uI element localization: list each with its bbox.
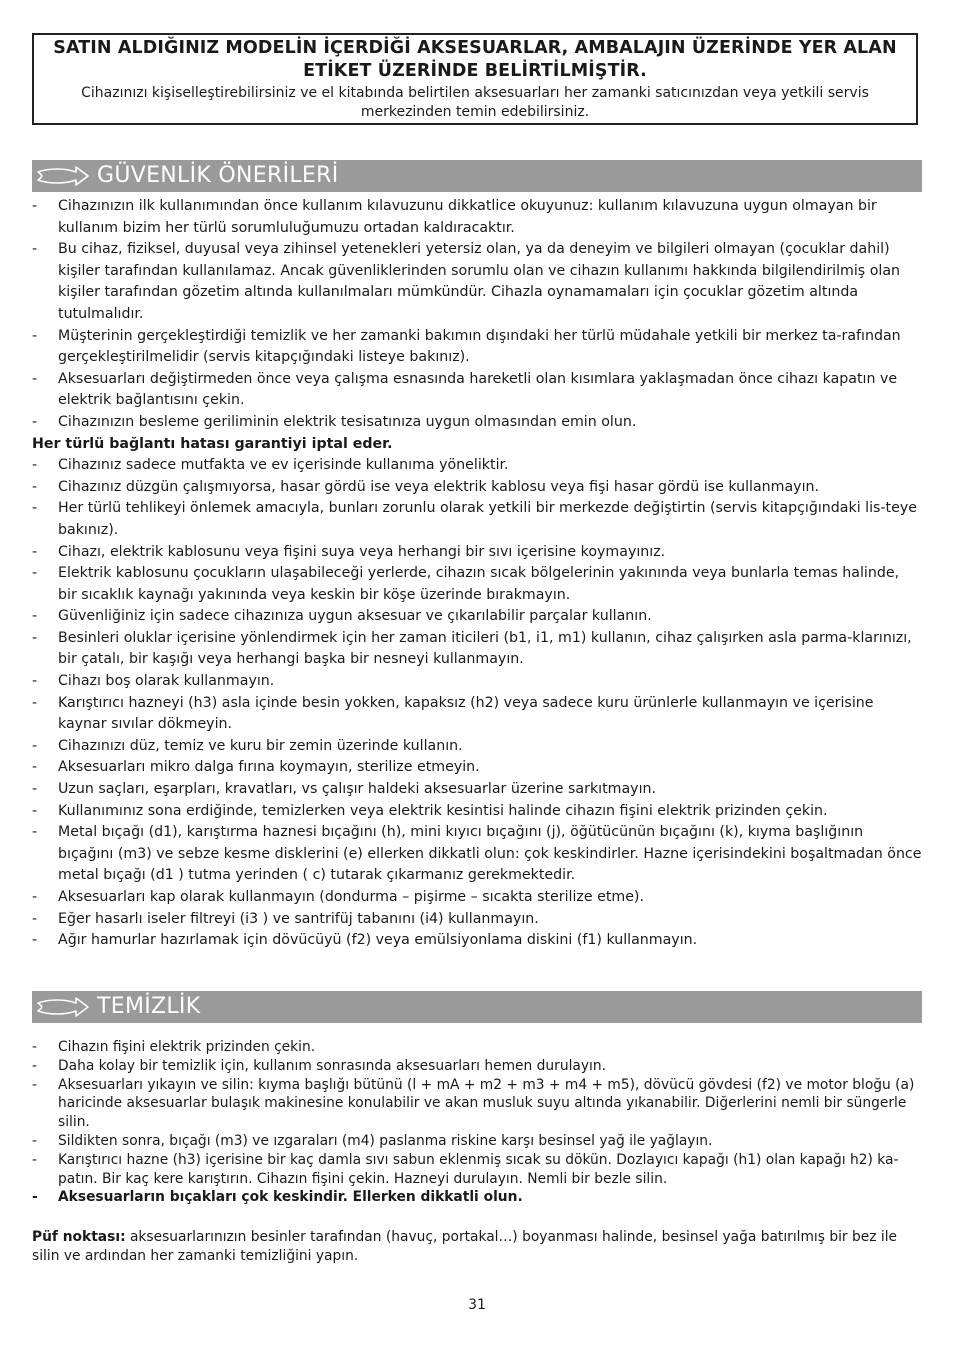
tip-paragraph	[32, 1228, 922, 1266]
list-item	[32, 887, 922, 909]
list-dash: -	[32, 737, 38, 754]
list-item	[32, 1076, 922, 1132]
list-item-text: Cihazınız sadece mutfakta ve ev içerisinde kullanıma yöneliktir.	[58, 457, 509, 474]
list-item-text: Besinleri oluklar içerisine yönlendirmek için her zaman iticileri (b1, i1, m1) kullanın, cihaz çalışırken asla parma-klarınızı, bir çatalı, bir kaşığı veya herhangi başka bir nesneyi kullanmayın.	[58, 629, 912, 668]
list-dash: -	[32, 1189, 38, 1206]
safety-heading: GÜVENLİK ÖNERİLERİ	[97, 163, 339, 188]
list-dash: -	[32, 673, 38, 690]
list-item	[32, 326, 922, 369]
accessories-notice-box	[32, 33, 918, 125]
list-item-text: Aksesuarları kap olarak kullanmayın (dondurma – pişirme – sıcakta sterilize etme).	[58, 889, 644, 905]
list-item	[32, 736, 922, 758]
list-dash: -	[32, 608, 38, 625]
list-item	[32, 930, 922, 952]
list-item	[32, 412, 922, 434]
list-dash: -	[32, 500, 38, 517]
safety-section-header	[32, 160, 922, 192]
list-item	[32, 628, 922, 671]
list-item	[32, 671, 922, 693]
tip-label: Püf noktası:	[32, 1229, 126, 1245]
list-item-text: Cihazı, elektrik kablosunu veya fişini suya veya herhangi bir sıvı içerisine koymayınız.	[58, 543, 666, 560]
list-item-text: Aksesuarları değiştirmeden önce veya çalışma esnasında hareketli olan kısımlara yaklaşmadan önce cihazı kapatın ve elektrik bağlantısını çekin.	[58, 370, 898, 409]
list-item	[32, 1132, 922, 1151]
list-item-text: Daha kolay bir temizlik için, kullanım sonrasında aksesuarları hemen durulayın.	[58, 1057, 606, 1074]
list-dash: -	[32, 802, 38, 819]
list-item-text: Her türlü bağlantı hatası garantiyi iptal eder.	[32, 435, 393, 452]
list-item-text: Her türlü tehlikeyi önlemek amacıyla, bunları zorunlu olarak yetkili bir merkezde değiştirtin (servis kitapçığındaki lis-teye bakınız).	[58, 500, 917, 538]
list-item	[32, 801, 922, 823]
list-item-text: Bu cihaz, fiziksel, duyusal veya zihinsel yetenekleri yetersiz olan, ya da deneyim ve bilgileri olmayan (çocuklar dahil) kişiler tarafından kullanılamaz. Ancak güvenliklerinden sorumlu olan ve cihazın kullanımı hakkında bilgilendirilmiş olan kişiler tarafından gözetim altında kullanılmaları mümkündür. Cihazla oynamamaları için çocuklar gözetim altında tutulmalıdır.	[58, 241, 901, 322]
list-dash: -	[32, 1057, 37, 1074]
list-item-text: Cihazınızı düz, temiz ve kuru bir zemin üzerinde kullanın.	[58, 737, 463, 754]
list-item-text: Aksesuarları yıkayın ve silin: kıyma başlığı bütünü (l + mA + m2 + m3 + m4 + m5), dövücü gövdesi (f2) ve motor bloğu (a) haricinde aksesuarlar bulaşık makinesine konulabilir ve akan musluk suyu altında yıkanabilir. Diğerlerini nemli bir süngerle silin.	[58, 1076, 915, 1131]
list-dash: -	[32, 910, 38, 927]
list-dash: -	[32, 1132, 37, 1149]
list-item	[32, 498, 922, 541]
list-dash: -	[32, 565, 38, 582]
list-dash: -	[32, 694, 38, 711]
list-item-text: Müşterinin gerçekleştirdiği temizlik ve her zamanki bakımın dışındaki her türlü müdahale yetkili bir merkez ta-rafından gerçekleştirilmelidir (servis kitapçığındaki listeye bakınız).	[58, 327, 901, 366]
list-item-text: Kullanımınız sona erdiğinde, temizlerken veya elektrik kesintisi halinde cihazın fişini elektrik prizinden çekin.	[58, 802, 828, 819]
arrow-icon	[35, 995, 91, 1019]
list-dash: -	[32, 932, 38, 949]
list-dash: -	[32, 824, 38, 841]
list-dash: -	[32, 781, 38, 798]
list-item-text: Aksesuarların bıçakları çok keskindir. Ellerken dikkatli olun.	[58, 1189, 523, 1206]
list-item-text: Metal bıçağı (d1), karıştırma haznesi bıçağını (h), mini kıyıcı bıçağını (j), öğütücünün bıçağını (k), kıyma başlığının bıçağını (m3) ve sebze kesme disklerini (e) ellerken dikkatli olun: çok keskindirler. Hazne içerisindekini boşaltmadan önce metal bıçağı (d1 ) tutma yerinden ( c) tutarak çıkarmanız gerekmektedir.	[58, 824, 922, 884]
arrow-icon	[35, 164, 91, 188]
list-item	[32, 1151, 922, 1189]
notice-body: Cihazınızı kişiselleştirebilirsiniz ve el kitabında belirtilen aksesuarları her zamanki satıcınızdan veya yetkili servis merkezinden temin edebilirsiniz.	[81, 85, 869, 120]
list-dash: -	[32, 543, 38, 560]
list-dash: -	[32, 457, 38, 474]
list-dash: -	[32, 1076, 37, 1093]
list-item-text: Karıştırıcı hazneyi (h3) asla içinde besin yokken, kapaksız (h2) veya sadece kuru ürünlerle kullanmayın ve içerisine kaynar sıvılar dökmeyin.	[58, 694, 874, 733]
list-dash: -	[32, 889, 38, 905]
page-number: 31	[468, 1297, 486, 1313]
list-item	[32, 779, 922, 801]
list-item	[32, 822, 922, 887]
notice-title: SATIN ALDIĞINIZ MODELİN İÇERDİĞİ AKSESUARLAR, AMBALAJIN ÜZERİNDE YER ALAN ETİKET ÜZERİNDE BELİRTİLMİŞTİR.	[53, 38, 897, 81]
list-dash: -	[32, 478, 38, 495]
list-dash: -	[32, 327, 38, 344]
safety-list	[32, 196, 922, 952]
list-item	[32, 563, 922, 606]
list-item-text: Aksesuarları mikro dalga fırına koymayın, sterilize etmeyin.	[58, 759, 480, 776]
list-item	[32, 196, 922, 239]
list-item	[32, 542, 922, 564]
list-item-text: Cihazı boş olarak kullanmayın.	[58, 673, 275, 690]
list-dash: -	[32, 1039, 37, 1055]
list-dash: -	[32, 370, 38, 387]
list-item-text: Cihazınız düzgün çalışmıyorsa, hasar gördü ise veya elektrik kablosu veya fişi hasar gördü ise kullanmayın.	[58, 478, 820, 495]
list-item	[32, 369, 922, 412]
list-item-text: Sildikten sonra, bıçağı (m3) ve ızgaraları (m4) paslanma riskine karşı besinsel yağ ile yağlayın.	[58, 1132, 713, 1149]
list-dash: -	[32, 1151, 37, 1168]
warranty-warning	[32, 434, 922, 456]
list-item	[32, 693, 922, 736]
tip-text: aksesuarlarınızın besinler tarafından (havuç, portakal…) boyanması halinde, besinsel yağa batırılmış bir bez ile silin ve ardından her zamanki temizliğini yapın.	[32, 1229, 898, 1264]
list-dash: -	[32, 759, 38, 776]
list-item-text: Eğer hasarlı iseler filtreyi (i3 ) ve santrifüj tabanını (i4) kullanmayın.	[58, 910, 539, 927]
list-item-text: Güvenliğiniz için sadece cihazınıza uygun aksesuar ve çıkarılabilir parçalar kullanın.	[58, 608, 652, 625]
list-item	[32, 1038, 922, 1057]
list-item	[32, 455, 922, 477]
list-item-text: Cihazınızın ilk kullanımından önce kullanım kılavuzunu dikkatlice okuyunuz: kullanım kılavuzuna uygun olmayan bir kullanım bizim her türlü sorumluluğumuzu ortadan kaldıracaktır.	[58, 198, 877, 236]
cleaning-list	[32, 1038, 922, 1207]
list-item	[32, 477, 922, 499]
list-item	[32, 1057, 922, 1076]
list-item-text: Cihazın fişini elektrik prizinden çekin.	[58, 1039, 316, 1055]
list-dash: -	[32, 413, 38, 430]
cleaning-heading: TEMİZLİK	[97, 994, 201, 1019]
list-item	[32, 909, 922, 931]
list-item	[32, 239, 922, 325]
list-item-text: Uzun saçları, eşarpları, kravatları, vs çalışır haldeki aksesuarlar üzerine sarkıtmayın.	[58, 781, 657, 798]
list-dash: -	[32, 198, 38, 214]
list-item	[32, 1188, 922, 1207]
cleaning-section-header	[32, 991, 922, 1023]
list-item	[32, 606, 922, 628]
list-item-text: Cihazınızın besleme geriliminin elektrik tesisatınıza uygun olmasından emin olun.	[58, 413, 637, 430]
list-item-text: Karıştırıcı hazne (h3) içerisine bir kaç damla sıvı sabun eklenmiş sıcak su dökün. Dozlayıcı kapağı (h1) olan kapağı h2) ka-patın. Bir kaç kere karıştırın. Cihazın fişini çekin. Hazneyi durulayın. Nemli bir bezle silin.	[58, 1151, 899, 1187]
list-dash: -	[32, 241, 38, 258]
list-item-text: Ağır hamurlar hazırlamak için dövücüyü (f2) veya emülsiyonlama diskini (f1) kullanmayın.	[58, 932, 698, 949]
list-item	[32, 757, 922, 779]
list-item-text: Elektrik kablosunu çocukların ulaşabileceği yerlerde, cihazın sıcak bölgelerinin yakınında veya bunlarla temas halinde, bir sıcaklık kaynağı yakınında veya keskin bir köşe üzerinde bırakmayın.	[58, 565, 900, 603]
list-dash: -	[32, 629, 38, 646]
